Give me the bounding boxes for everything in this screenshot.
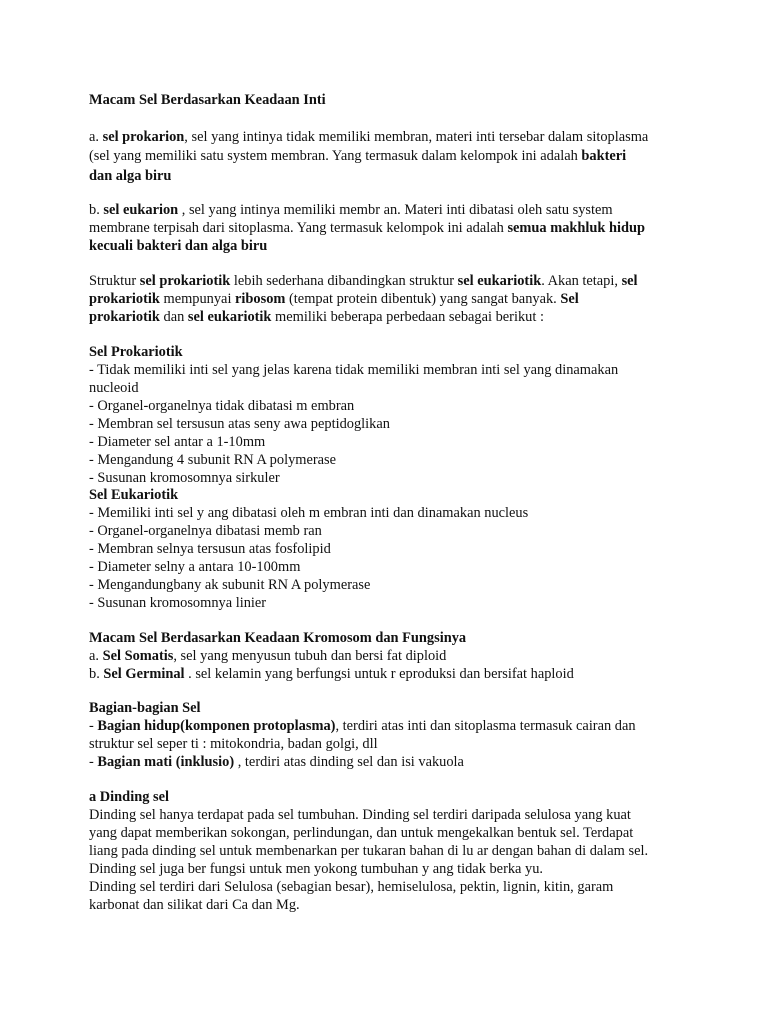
list-item: - Mengandungbany ak subunit RN A polymerase [89, 577, 371, 593]
section-title-kromosom: Macam Sel Berdasarkan Keadaan Kromosom dan Fungsinya [89, 630, 467, 646]
heading-prokariotik: Sel Prokariotik [89, 344, 183, 360]
paragraph-struktur-line3: prokariotik dan sel eukariotik memiliki beberapa perbedaan sebagai berikut : [89, 309, 544, 325]
paragraph-prokarion-line1: a. sel prokarion, sel yang intinya tidak memiliki membran, materi inti tersebar dalam sitoplasma [89, 129, 649, 145]
list-item: - Diameter selny a antara 10-100mm [89, 559, 301, 575]
paragraph-struktur-line1: Struktur sel prokariotik lebih sederhana dibandingkan struktur sel eukariotik. Akan tetapi, sel [89, 273, 638, 289]
paragraph-line: Dinding sel terdiri dari Selulosa (sebagian besar), hemiselulosa, pektin, lignin, kitin, garam [89, 879, 614, 895]
paragraph-somatis: a. Sel Somatis, sel yang menyusun tubuh dan bersi fat diploid [89, 648, 447, 664]
list-item: - Susunan kromosomnya sirkuler [89, 470, 280, 486]
paragraph-germinal: b. Sel Germinal . sel kelamin yang berfungsi untuk r eproduksi dan bersifat haploid [89, 666, 574, 682]
list-item: - Mengandung 4 subunit RN A polymerase [89, 452, 337, 468]
paragraph-bagian-hidup-line1: - Bagian hidup(komponen protoplasma), terdiri atas inti dan sitoplasma termasuk cairan dan [89, 718, 636, 734]
paragraph-line: karbonat dan silikat dari Ca dan Mg. [89, 897, 300, 913]
heading-dinding-sel: a Dinding sel [89, 789, 169, 805]
paragraph-eukarion-line1: b. sel eukarion , sel yang intinya memiliki membr an. Materi inti dibatasi oleh satu system [89, 202, 613, 218]
paragraph-line: liang pada dinding sel untuk membenarkan per tukaran bahan di lu ar dengan bahan di dalam sel. [89, 843, 649, 859]
list-item: - Organel-organelnya tidak dibatasi m embran [89, 398, 355, 414]
section-title-inti: Macam Sel Berdasarkan Keadaan Inti [89, 92, 326, 108]
heading-eukariotik: Sel Eukariotik [89, 487, 179, 503]
list-item: - Membran sel tersusun atas seny awa peptidoglikan [89, 416, 390, 432]
paragraph-bagian-mati: - Bagian mati (inklusio) , terdiri atas dinding sel dan isi vakuola [89, 754, 464, 770]
list-item: - Diameter sel antar a 1-10mm [89, 434, 266, 450]
list-item: - Susunan kromosomnya linier [89, 595, 267, 611]
paragraph-line: Dinding sel juga ber fungsi untuk men yokong tumbuhan y ang tidak berka yu. [89, 861, 544, 877]
list-item: - Memiliki inti sel y ang dibatasi oleh m embran inti dan dinamakan nucleus [89, 505, 529, 521]
paragraph-prokarion-line2: (sel yang memiliki satu system membran. Yang termasuk dalam kelompok ini adalah bakteri [89, 148, 627, 164]
list-item: - Tidak memiliki inti sel yang jelas karena tidak memiliki membran inti sel yang dinamakan [89, 362, 619, 378]
paragraph-bagian-hidup-line2: struktur sel seper ti : mitokondria, badan golgi, dll [89, 736, 378, 752]
paragraph-eukarion-line3: kecuali bakteri dan alga biru [89, 238, 268, 254]
paragraph-line: yang dapat memberikan sokongan, perlindungan, dan untuk mengekalkan bentuk sel. Terdapat [89, 825, 634, 841]
paragraph-prokarion-line3: dan alga biru [89, 168, 172, 184]
heading-bagian-sel: Bagian-bagian Sel [89, 700, 201, 716]
list-item: nucleoid [89, 380, 139, 396]
list-item: - Organel-organelnya dibatasi memb ran [89, 523, 322, 539]
paragraph-line: Dinding sel hanya terdapat pada sel tumbuhan. Dinding sel terdiri daripada selulosa yang kuat [89, 807, 631, 823]
paragraph-struktur-line2: prokariotik mempunyai ribosom (tempat protein dibentuk) yang sangat banyak. Sel [89, 291, 579, 307]
paragraph-eukarion-line2: membrane terpisah dari sitoplasma. Yang termasuk kelompok ini adalah semua makhluk hidup [89, 220, 646, 236]
list-item: - Membran selnya tersusun atas fosfolipid [89, 541, 331, 557]
